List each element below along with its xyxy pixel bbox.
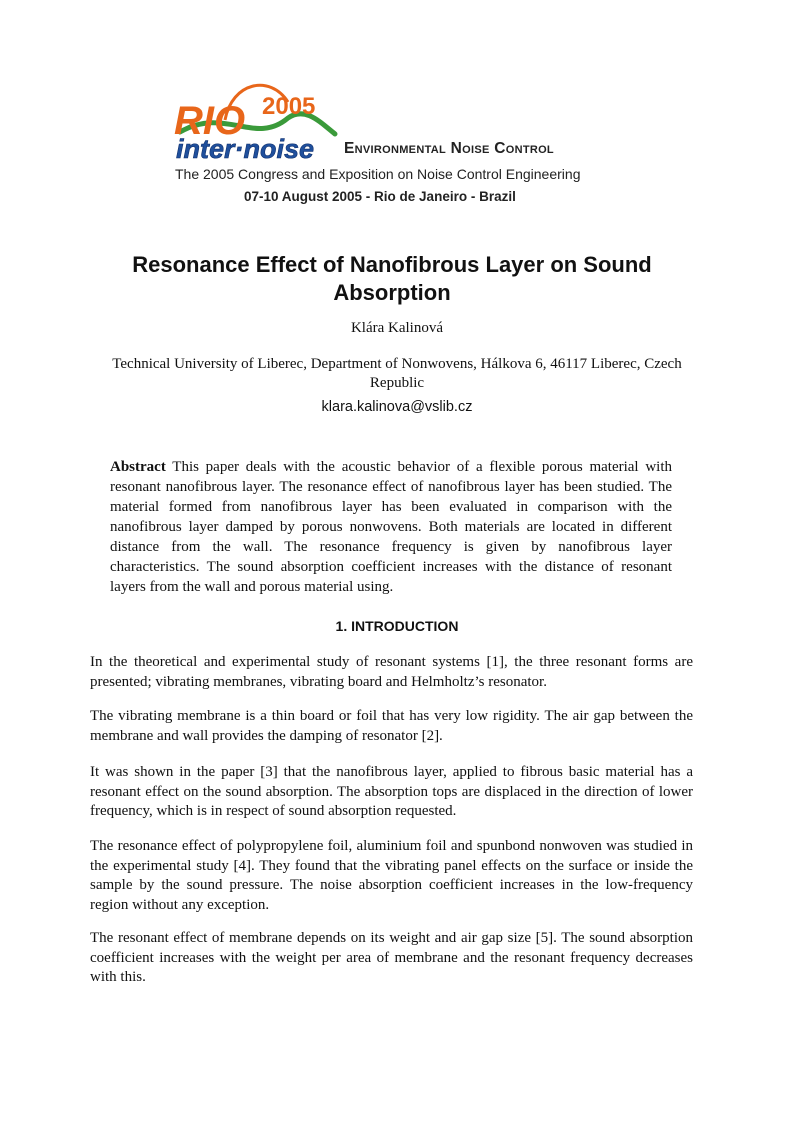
conference-header (170, 76, 630, 212)
logo-year: 2005 (262, 93, 316, 120)
section-heading: 1. INTRODUCTION (335, 618, 459, 634)
conference-title: Environmental Noise Control (344, 140, 554, 157)
logo-rio: RIO (174, 99, 246, 143)
conference-date: 07-10 August 2005 - Rio de Janeiro - Brazil (244, 189, 516, 204)
internoise-logo (170, 76, 345, 166)
body-paragraph: It was shown in the paper [3] that the nanofibrous layer, applied to fibrous basic material has a resonant effect on the sound absorption. The absorption tops are displaced in the direction of lower frequency, which is in respect of sound absorption requested. (90, 764, 693, 819)
author-email: klara.kalinova@vslib.cz (321, 399, 473, 415)
abstract-label: Abstract (110, 459, 166, 475)
conference-subtitle: The 2005 Congress and Exposition on Noise Control Engineering (175, 166, 581, 182)
logo-wordmark: inter·noise (176, 134, 315, 164)
paper-title: Resonance Effect of Nanofibrous Layer on Sound Absorption (132, 252, 652, 305)
abstract (110, 457, 672, 597)
body-paragraph: The vibrating membrane is a thin board or foil that has very low rigidity. The air gap between the membrane and wall provides the damping of resonator [2]. (90, 708, 693, 744)
body-paragraph: In the theoretical and experimental study of resonant systems [1], the three resonant forms are presented; vibrating membranes, vibrating board and Helmholtz’s resonator. (90, 654, 693, 690)
body-paragraph: The resonant effect of membrane depends on its weight and air gap size [5]. The sound absorption coefficient increases with the weight per area of membrane and the resonant frequency decreases with this. (90, 930, 693, 985)
abstract-text: This paper deals with the acoustic behavior of a flexible porous material with resonant nanofibrous layer. The resonance effect of nanofibrous layer has been studied. The material formed from nanofibrous layer has been evaluated in comparison with the nanofibrous layer damped by porous nonwovens. Both materials are located in different distance from the wall. The resonance frequency is given by nanofibrous layer characteristics. The sound absorption coefficient increases with the distance of resonant layers from the wall and porous material using. (110, 459, 672, 595)
author-name: Klára Kalinová (350, 320, 444, 336)
author-affiliation: Technical University of Liberec, Department of Nonwovens, Hálkova 6, 46117 Liberec, Czech Republic (112, 356, 682, 391)
body-paragraph: The resonance effect of polypropylene foil, aluminium foil and spunbond nonwoven was studied in the experimental study [4]. They found that the vibrating panel effects on the surface or inside the sample by the sound pressure. The noise absorption coefficient increases in the low-frequency region without any exception. (90, 838, 693, 913)
